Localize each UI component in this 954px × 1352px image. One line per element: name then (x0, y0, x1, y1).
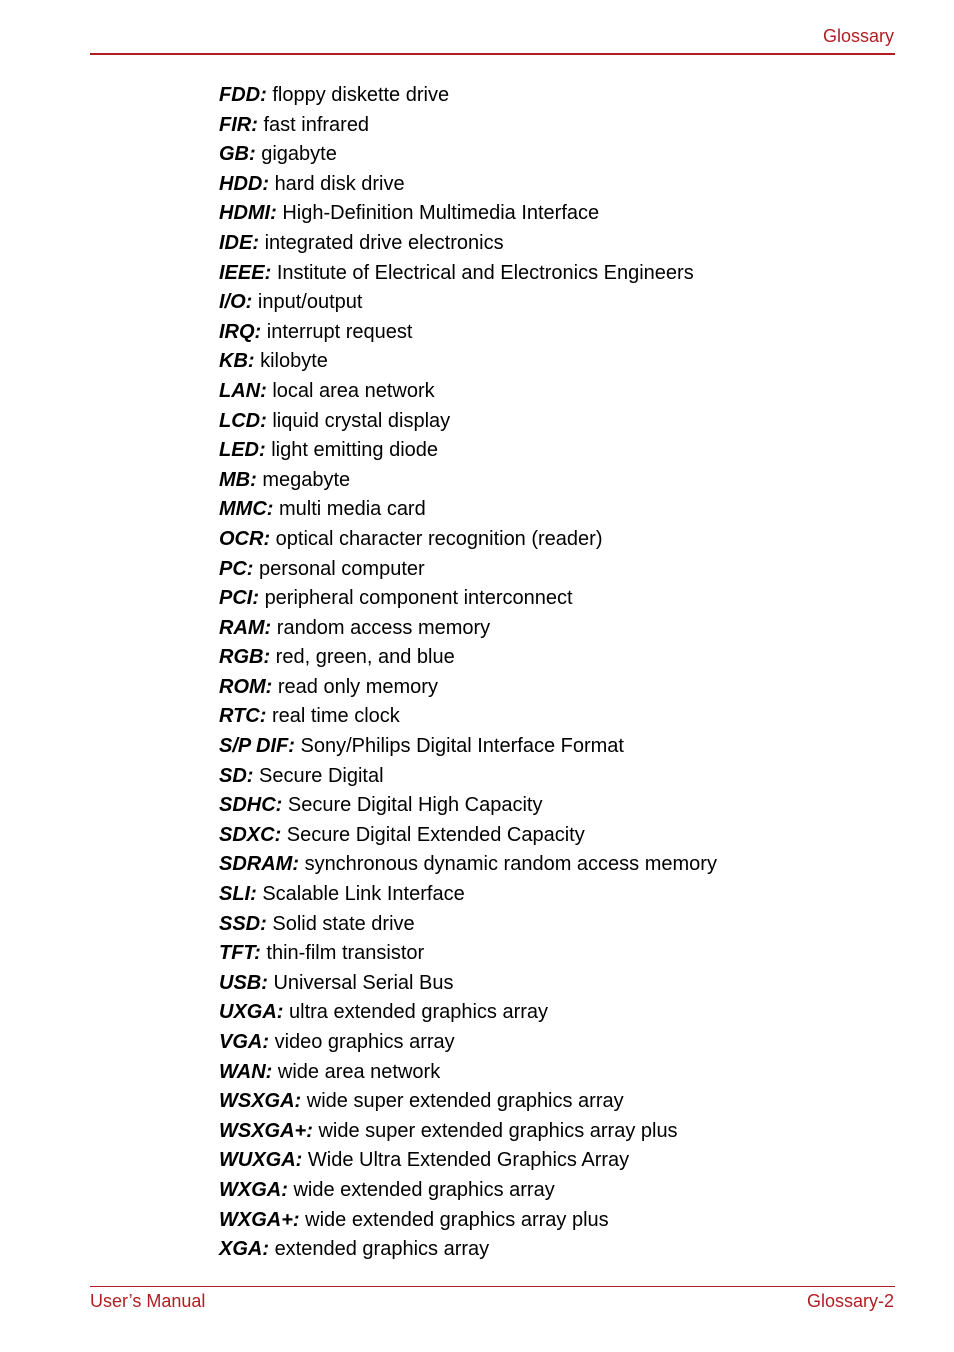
glossary-term: RAM: (219, 616, 272, 639)
glossary-definition: extended graphics array (274, 1238, 490, 1261)
glossary-term: S/P DIF: (219, 735, 295, 758)
glossary-entry (219, 1235, 717, 1265)
footer-divider (90, 1286, 895, 1287)
glossary-definition: light emitting diode (271, 439, 439, 462)
glossary-term: I/O: (219, 291, 253, 314)
glossary-term: SDRAM: (219, 853, 299, 876)
glossary-definition: High-Definition Multimedia Interface (282, 202, 600, 225)
glossary-term: LED: (219, 439, 266, 462)
glossary-definition: red, green, and blue (275, 646, 455, 669)
glossary-entry (219, 111, 717, 141)
glossary-term: ROM: (219, 675, 273, 698)
glossary-term: RTC: (219, 705, 267, 728)
glossary-entry (219, 259, 717, 289)
glossary-definition: optical character recognition (reader) (275, 527, 603, 550)
glossary-definition: Secure Digital (259, 764, 384, 787)
glossary-entry (219, 1206, 717, 1236)
glossary-term: GB: (219, 143, 256, 166)
glossary-entry (219, 1146, 717, 1176)
glossary-definition: Solid state drive (272, 912, 415, 935)
glossary-term: SDXC: (219, 823, 282, 846)
glossary-entry (219, 377, 717, 407)
glossary-definition: synchronous dynamic random access memory (304, 853, 717, 876)
glossary-definition: ultra extended graphics array (289, 1001, 549, 1024)
glossary-entry (219, 1117, 717, 1147)
glossary-definition: floppy diskette drive (272, 84, 450, 106)
glossary-definition: Secure Digital High Capacity (287, 794, 543, 817)
glossary-entry (219, 584, 717, 614)
glossary-term: RGB: (219, 646, 271, 669)
glossary-definition: wide extended graphics array (293, 1178, 555, 1201)
glossary-entry (219, 170, 717, 200)
glossary-entry (219, 199, 717, 229)
glossary-definition: integrated drive electronics (264, 231, 504, 254)
glossary-definition: wide super extended graphics array (306, 1090, 624, 1113)
glossary-term: IDE: (219, 231, 259, 254)
glossary-entry (219, 732, 717, 762)
glossary-entry (219, 555, 717, 585)
glossary-entry (219, 910, 717, 940)
glossary-definition: hard disk drive (274, 172, 405, 195)
glossary-definition: real time clock (271, 705, 400, 728)
glossary-term: HDMI: (219, 202, 277, 225)
glossary-entry (219, 998, 717, 1028)
glossary-term: MMC: (219, 498, 274, 521)
glossary-term: VGA: (219, 1031, 269, 1053)
glossary-term: WXGA: (219, 1178, 288, 1201)
glossary-definition: Scalable Link Interface (262, 883, 465, 906)
glossary-term: USB: (219, 971, 268, 994)
footer-page-number: Glossary-2 (806, 1291, 894, 1311)
glossary-definition: Secure Digital Extended Capacity (286, 823, 585, 846)
glossary-definition: read only memory (277, 675, 438, 698)
glossary-term: SDHC: (219, 794, 283, 817)
glossary-entry (219, 762, 717, 792)
glossary-term: MB: (219, 468, 257, 491)
glossary-entry (219, 939, 717, 969)
glossary-entry (219, 495, 717, 525)
glossary-term: PCI: (219, 587, 259, 610)
glossary-term: KB: (219, 350, 255, 373)
glossary-term: TFT: (219, 942, 261, 965)
glossary-term: WXGA+: (219, 1208, 300, 1231)
glossary-definition: gigabyte (261, 143, 337, 166)
glossary-term: FIR: (219, 113, 258, 136)
glossary-entry (219, 643, 717, 673)
glossary-term: WSXGA+: (219, 1119, 313, 1142)
glossary-definition: liquid crystal display (272, 409, 451, 432)
glossary-term: LAN: (219, 379, 267, 402)
glossary-definition: personal computer (259, 557, 425, 580)
glossary-entry (219, 140, 717, 170)
glossary-definition: random access memory (276, 616, 491, 639)
glossary-definition: input/output (257, 291, 363, 314)
glossary-entry (219, 791, 717, 821)
glossary-term: IEEE: (219, 261, 272, 284)
glossary-entry (219, 673, 717, 703)
glossary-entry (219, 466, 717, 496)
glossary-entry (219, 1087, 717, 1117)
glossary-term: UXGA: (219, 1001, 284, 1024)
glossary-definition: wide area network (277, 1060, 441, 1083)
glossary-entry (219, 850, 717, 880)
glossary-entry (219, 1028, 717, 1058)
glossary-entry (219, 1058, 717, 1088)
page-header-title: Glossary (822, 26, 894, 46)
glossary-entry (219, 821, 717, 851)
glossary-definition: wide super extended graphics array plus (318, 1119, 678, 1142)
glossary-entry (219, 525, 717, 555)
glossary-definition: fast infrared (263, 113, 370, 136)
glossary-entry (219, 702, 717, 732)
header-divider (90, 53, 895, 55)
glossary-definition: megabyte (262, 468, 351, 491)
glossary-term: WUXGA: (219, 1149, 303, 1172)
glossary-definition: wide extended graphics array plus (305, 1208, 609, 1231)
glossary-term: WSXGA: (219, 1090, 302, 1113)
glossary-definition: Wide Ultra Extended Graphics Array (307, 1149, 630, 1172)
glossary-entry (219, 880, 717, 910)
glossary-entry (219, 81, 717, 111)
glossary-definition: interrupt request (266, 320, 413, 343)
glossary-entry (219, 614, 717, 644)
glossary-definition: video graphics array (274, 1031, 455, 1053)
glossary-term: HDD: (219, 172, 269, 195)
glossary-term: PC: (219, 557, 254, 580)
glossary-definition: Institute of Electrical and Electronics Engineers (276, 261, 694, 284)
glossary-definition: kilobyte (260, 350, 328, 373)
glossary-entry (219, 407, 717, 437)
glossary-definition: multi media card (279, 498, 426, 521)
glossary-term: XGA: (219, 1238, 269, 1261)
glossary-term: IRQ: (219, 320, 262, 343)
glossary-entry (219, 969, 717, 999)
glossary-term: SD: (219, 764, 254, 787)
glossary-entry (219, 229, 717, 259)
glossary-entry (219, 318, 717, 348)
glossary-entry (219, 436, 717, 466)
footer-manual-title: User’s Manual (90, 1291, 206, 1311)
glossary-definition: Sony/Philips Digital Interface Format (300, 735, 624, 758)
glossary-definition: thin-film transistor (266, 942, 425, 965)
glossary-term: OCR: (219, 527, 271, 550)
glossary-list (219, 81, 717, 1265)
glossary-entry (219, 347, 717, 377)
glossary-entry (219, 288, 717, 318)
glossary-term: SLI: (219, 883, 257, 906)
glossary-definition: local area network (272, 379, 435, 402)
glossary-entry (219, 1176, 717, 1206)
glossary-term: LCD: (219, 409, 267, 432)
glossary-term: WAN: (219, 1060, 273, 1083)
glossary-term: FDD: (219, 84, 267, 106)
glossary-definition: Universal Serial Bus (273, 971, 454, 994)
glossary-definition: peripheral component interconnect (264, 587, 573, 610)
glossary-term: SSD: (219, 912, 267, 935)
